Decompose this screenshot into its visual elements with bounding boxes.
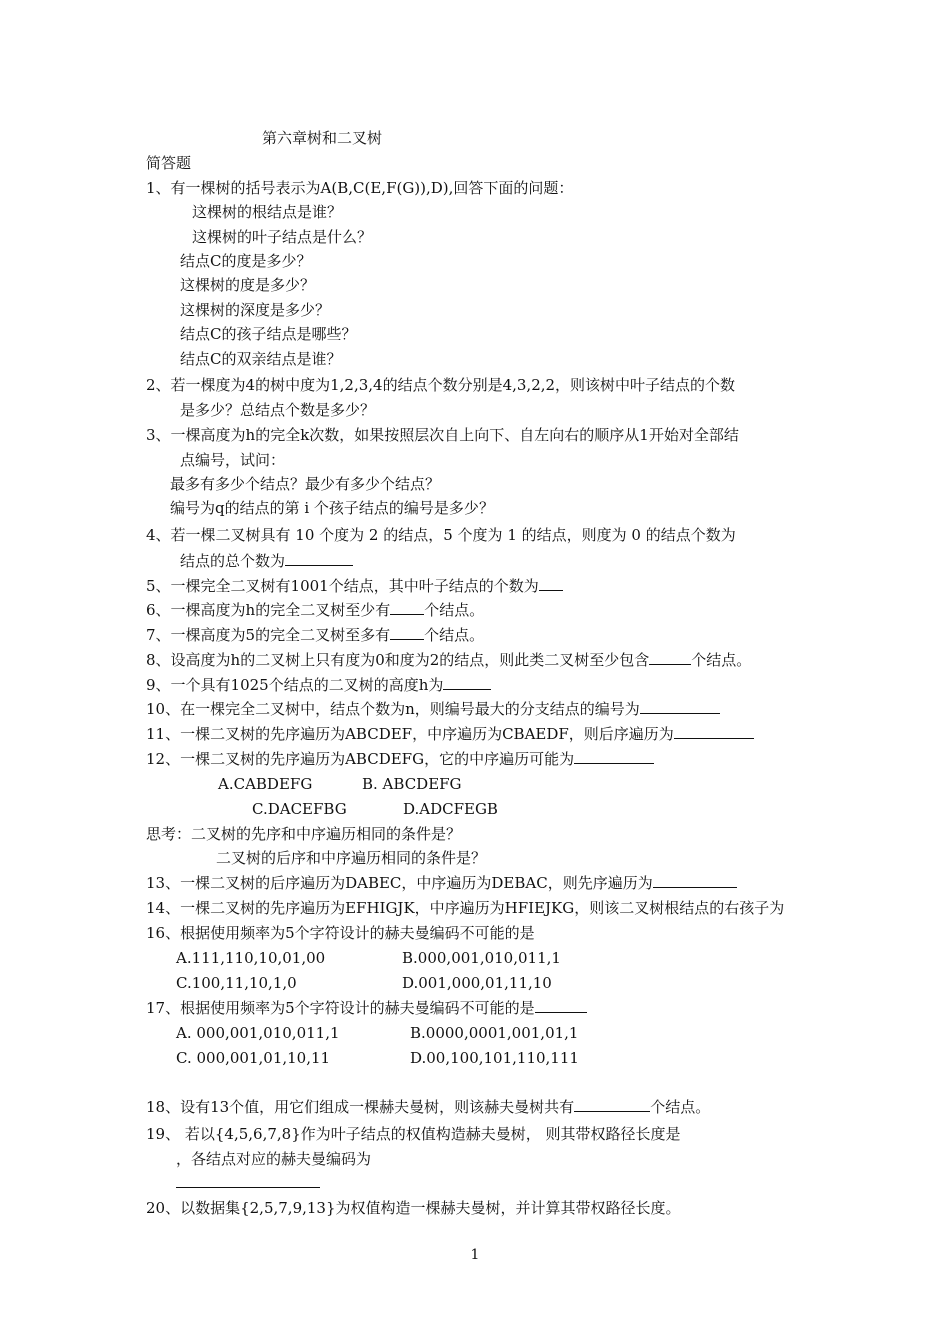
answer-blank [574,749,654,764]
question-17 [146,998,587,1018]
q1-sub-1: 这棵树的根结点是谁？ [192,203,343,221]
q8-text-b: 个结点。 [691,651,752,669]
question-10 [146,699,720,719]
question-7 [146,625,484,645]
page-number: 1 [470,1247,480,1263]
question-19-line-2: ，各结点对应的赫夫曼编码为 [176,1150,372,1168]
q1-sub-5: 这棵树的深度是多少？ [180,301,331,319]
q16-option-c: C.100,11,10,1,0 [176,974,297,992]
think-line-1: 思考：二叉树的先序和中序遍历相同的条件是？ [146,825,462,843]
q12-option-c: C.DACEFBG [252,800,347,818]
question-20: 20、以数据集{2,5,7,9,13}为权值构造一棵赫夫曼树，并计算其带权路径长度。 [146,1199,681,1217]
q12-option-d: D.ADCFEGB [403,800,498,818]
question-14: 14、一棵二叉树的先序遍历为EFHIGJK，中序遍历为HFIEJKG，则该二叉树根结点的右孩子为 [146,899,785,917]
q6-text-b: 个结点。 [424,601,485,619]
q3-sub-1: 最多有多少个结点？最少有多少个结点？ [170,475,441,493]
q11-text: 11、一棵二叉树的先序遍历为ABCDEF，中序遍历为CBAEDF，则后序遍历为 [146,725,674,743]
answer-blank [574,1097,650,1112]
q9-text: 9、一个具有1025个结点的二叉树的高度h为 [146,676,444,694]
question-13 [146,873,737,893]
q6-text-a: 6、一棵高度为h的完全二叉树至少有 [146,601,391,619]
q18-text-b: 个结点。 [650,1098,711,1116]
q1-sub-7: 结点C的双亲结点是谁？ [180,350,342,368]
q4-text: 结点的总个数为 [180,552,286,570]
q1-sub-4: 这棵树的度是多少？ [180,276,316,294]
q17-option-a: A. 000,001,010,011,1 [176,1024,340,1042]
q10-text: 10、在一棵完全二叉树中，结点个数为n，则编号最大的分支结点的编号为 [146,700,640,718]
question-3-line-1: 3、一棵高度为h的完全k次数，如果按照层次自上向下、自左向右的顺序从1开始对全部结 [146,426,739,444]
answer-blank [390,600,424,615]
answer-blank [640,699,720,714]
answer-blank [443,675,491,690]
question-2-line-2: 是多少？总结点个数是多少？ [180,401,376,419]
answer-blank [285,551,353,566]
q13-text: 13、一棵二叉树的后序遍历为DABEC，中序遍历为DEBAC，则先序遍历为 [146,874,653,892]
q12-text: 12、一棵二叉树的先序遍历为ABCDEFG，它的中序遍历可能为 [146,750,575,768]
q17-text: 17、根据使用频率为5个字符设计的赫夫曼编码不可能的是 [146,999,535,1017]
question-5 [146,576,563,596]
q7-text-b: 个结点。 [424,626,485,644]
q1-sub-2: 这棵树的叶子结点是什么？ [192,228,373,246]
q17-option-b: B.0000,0001,001,01,1 [410,1024,579,1042]
q16-option-b: B.000,001,010,011,1 [402,949,561,967]
answer-blank-line [176,1186,320,1188]
answer-blank [674,724,754,739]
q18-text-a: 18、设有13个值，用它们组成一棵赫夫曼树，则该赫夫曼树共有 [146,1098,575,1116]
think-line-2: 二叉树的后序和中序遍历相同的条件是？ [216,849,487,867]
q7-text-a: 7、一棵高度为5的完全二叉树至多有 [146,626,391,644]
answer-blank [539,576,563,591]
question-4-line-1: 4、若一棵二叉树具有 10 个度为 2 的结点，5 个度为 1 的结点，则度为 0 的结点个数为 [146,526,736,544]
answer-blank [390,625,424,640]
answer-blank [649,650,691,665]
question-3-line-2: 点编号，试问： [180,451,286,469]
question-19-line-1: 19、 若以{4,5,6,7,8}作为叶子结点的权值构造赫夫曼树， 则其带权路径长度是 [146,1125,681,1143]
question-4-line-2 [180,551,353,571]
q3-sub-2: 编号为q的结点的第 i 个孩子结点的编号是多少？ [170,499,494,517]
question-8 [146,650,751,670]
answer-blank [535,998,587,1013]
question-2-line-1: 2、若一棵度为4的树中度为1,2,3,4的结点个数分别是4,3,2,2，则该树中叶子结点的个数 [146,376,736,394]
q1-sub-6: 结点C的孩子结点是哪些？ [180,325,357,343]
q16-option-d: D.001,000,01,11,10 [402,974,552,992]
question-1: 1、有一棵树的括号表示为A(B,C(E,F(G)),D),回答下面的问题： [146,179,574,197]
q16-option-a: A.111,110,10,01,00 [176,949,326,967]
q12-option-b: B. ABCDEFG [362,775,462,793]
q8-text-a: 8、设高度为h的二叉树上只有度为0和度为2的结点，则此类二叉树至少包含 [146,651,650,669]
chapter-title: 第六章树和二叉树 [262,129,383,147]
question-18 [146,1097,710,1117]
question-9 [146,675,491,695]
answer-blank [653,873,737,888]
q5-text: 5、一棵完全二叉树有1001个结点，其中叶子结点的个数为 [146,577,539,595]
q17-option-c: C. 000,001,01,10,11 [176,1049,331,1067]
question-16: 16、根据使用频率为5个字符设计的赫夫曼编码不可能的是 [146,924,535,942]
question-11 [146,724,754,744]
q1-sub-3: 结点C的度是多少？ [180,252,312,270]
q17-option-d: D.00,100,101,110,111 [410,1049,579,1067]
question-12 [146,749,654,769]
question-6 [146,600,484,620]
section-heading: 简答题 [146,154,192,172]
q12-option-a: A.CABDEFG [218,775,313,793]
